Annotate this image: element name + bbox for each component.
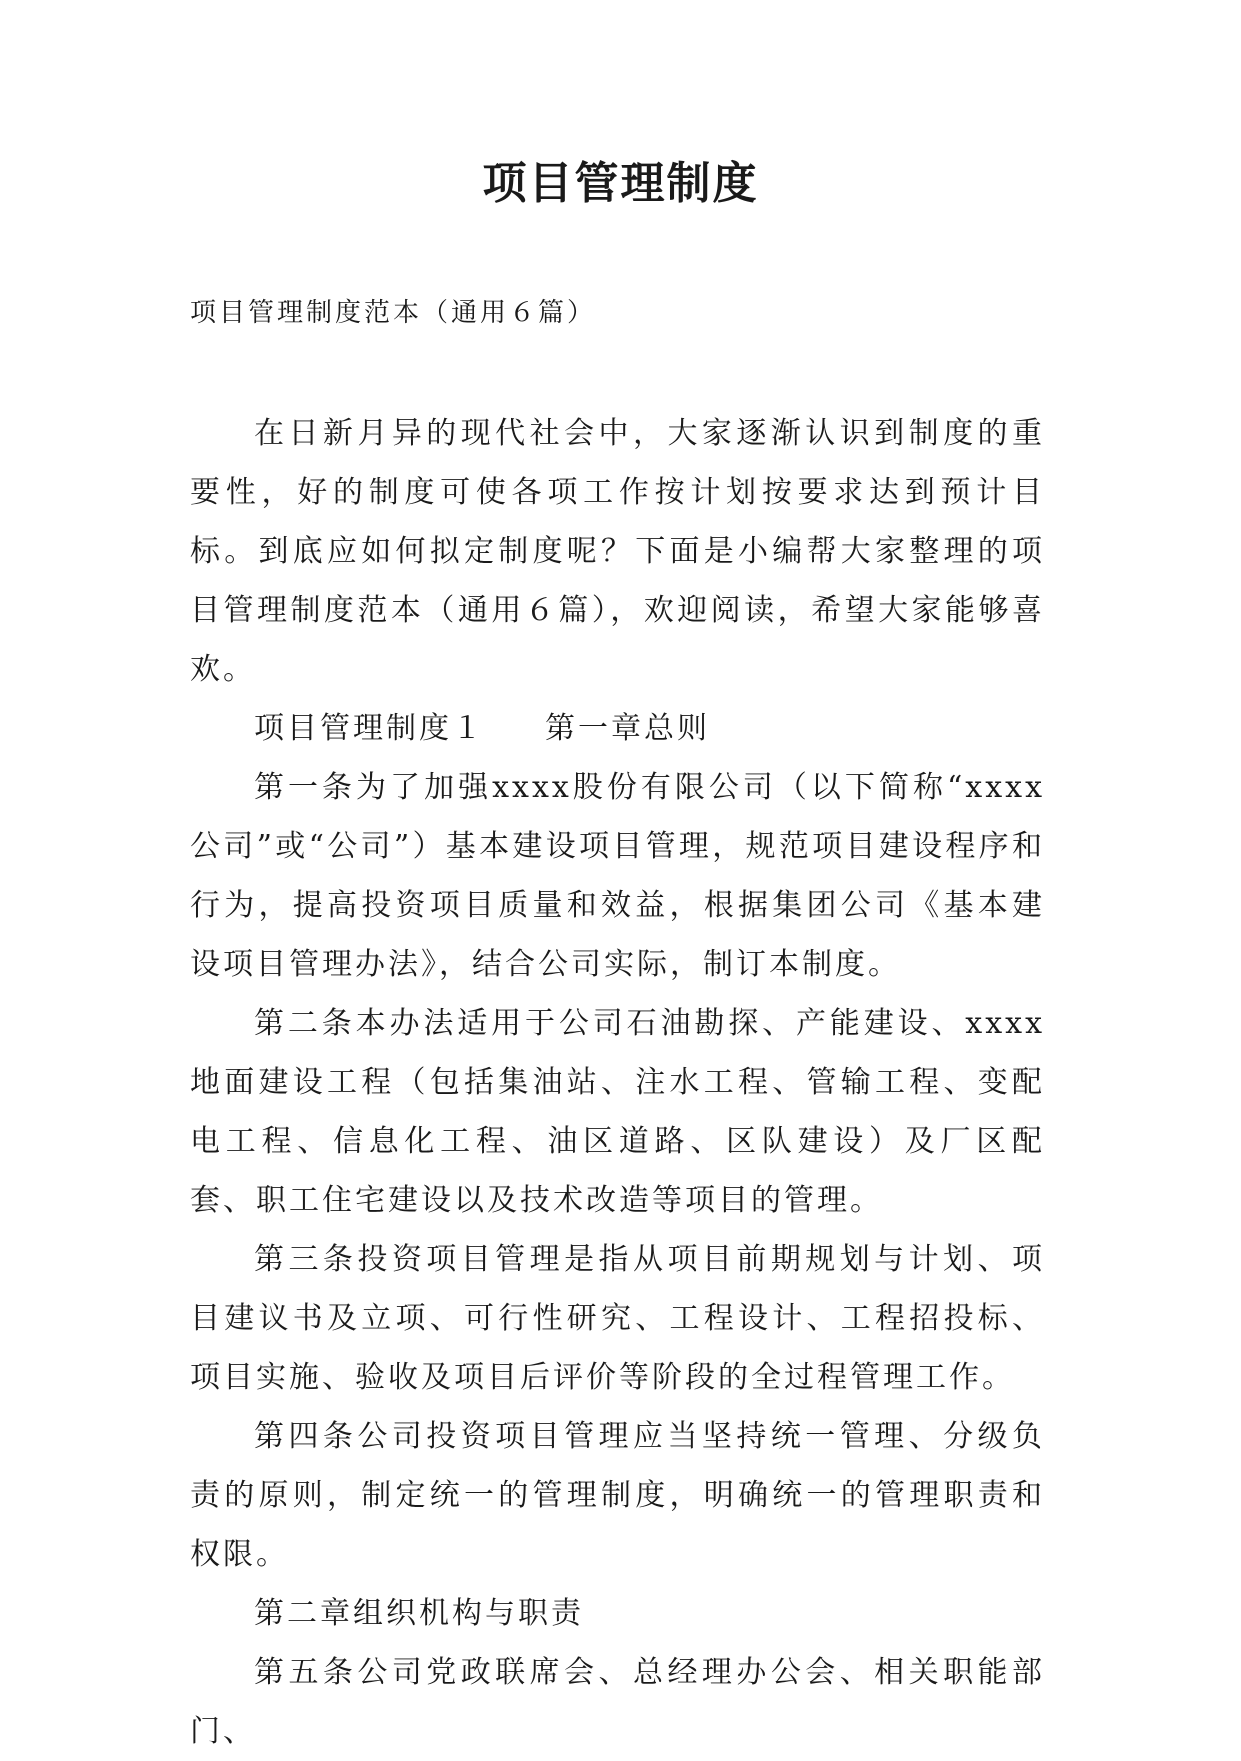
article-1: 第一条为了加强xxxx股份有限公司（以下简称“xxxx公司”或“公司”）基本建设项目管理，规范项目建设程序和行为，提高投资项目质量和效益，根据集团公司《基本建设项目管理办法》，结合公司实际，制订本制度。 (190, 770, 1045, 982)
article-2: 第二条本办法适用于公司石油勘探、产能建设、xxxx地面建设工程（包括集油站、注水工程、管输工程、变配电工程、信息化工程、油区道路、区队建设）及厂区配套、职工住宅建设以及技术改造等项目的管理。 (190, 1006, 1045, 1218)
intro-paragraph: 在日新月异的现代社会中，大家逐渐认识到制度的重要性，好的制度可使各项工作按计划按要求达到预计目标。到底应如何拟定制度呢？下面是小编帮大家整理的项目管理制度范本（通用６篇），欢迎阅读，希望大家能够喜欢。 (190, 416, 1045, 687)
article-3: 第三条投资项目管理是指从项目前期规划与计划、项目建议书及立项、可行性研究、工程设计、工程招投标、项目实施、验收及项目后评价等阶段的全过程管理工作。 (190, 1242, 1045, 1395)
article-5-start: 第五条公司党政联席会、总经理办公会、相关职能部门、 (190, 1655, 1045, 1749)
section-heading (190, 699, 1045, 758)
document-body (190, 404, 1045, 1761)
chapter-two-heading: 第二章组织机构与职责 (254, 1596, 584, 1631)
section-heading-label: 项目管理制度１ (254, 711, 485, 746)
document-subtitle: 项目管理制度范本（通用６篇） (190, 298, 597, 328)
chapter-one-heading: 第一章总则 (545, 711, 710, 746)
document-title: 项目管理制度 (482, 158, 759, 209)
article-4: 第四条公司投资项目管理应当坚持统一管理、分级负责的原则，制定统一的管理制度，明确统一的管理职责和权限。 (190, 1419, 1045, 1572)
